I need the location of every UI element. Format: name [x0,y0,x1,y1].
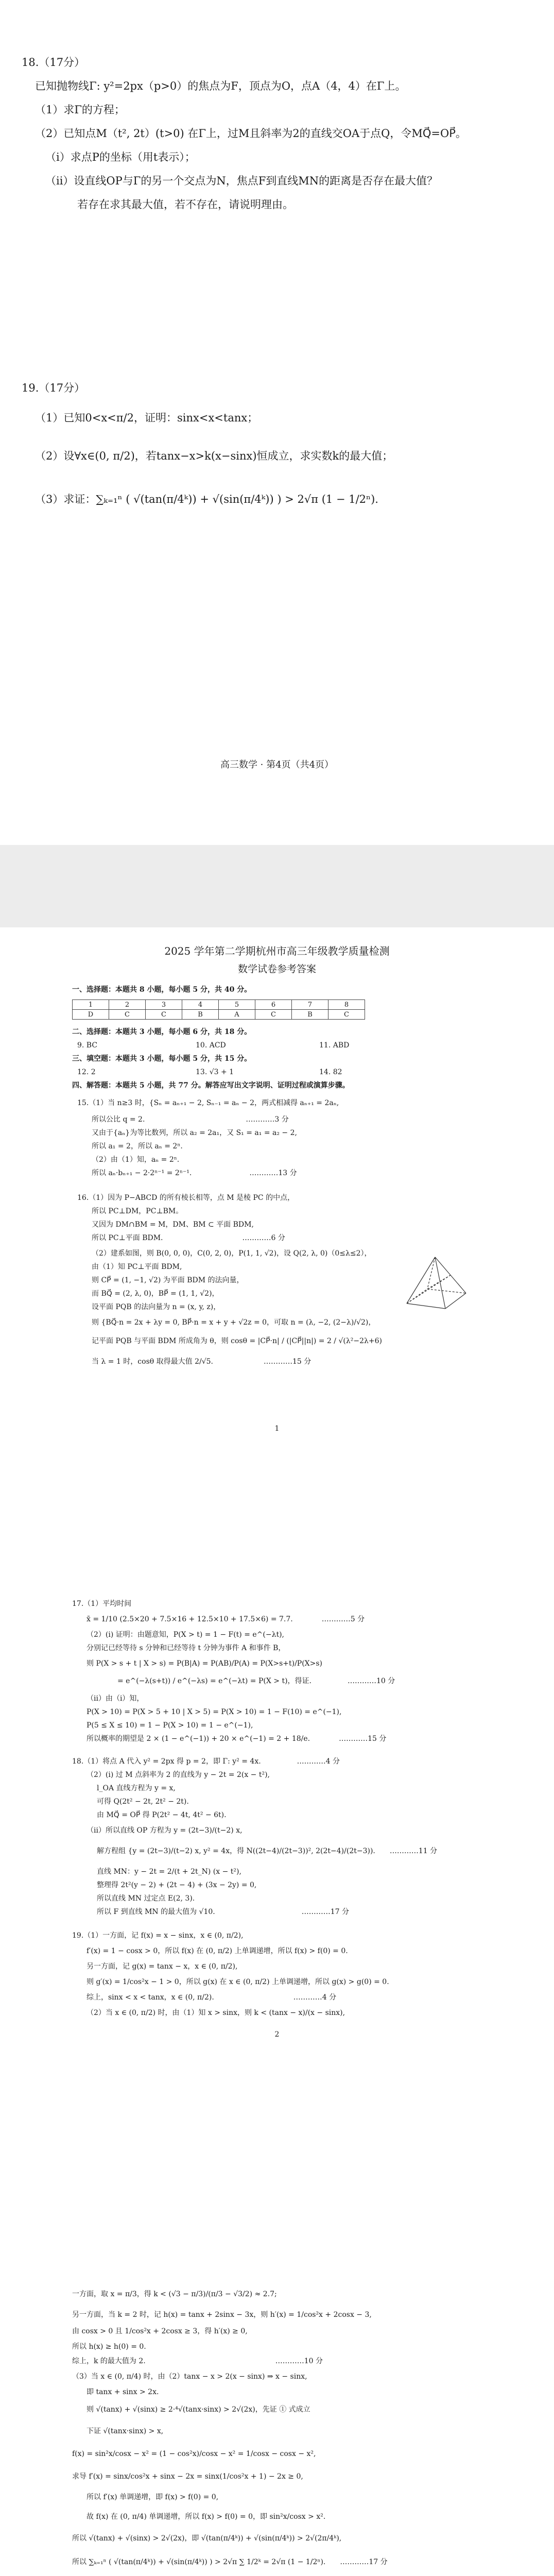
mc-num: 5 [219,1000,255,1010]
s19b-line: （3）当 x ∈ (0, π/4) 时，由（2）tanx − x > 2(x − sinx) ⇒ x − sinx, [72,2372,307,2381]
s18-line: 由 MQ⃗ = OP⃗ 得 P(2t² − 4t, 4t² − 6t). [97,1811,227,1819]
s19b-line: f(x) = sin²x/cosx − x² = (1 − cos²x)/cosx − x² = 1/cosx − cosx − x², [72,2450,316,2458]
section-2-heading: 二、选择题：本题共 3 小题，每小题 6 分，共 18 分。 [72,1028,252,1036]
s17-line: P(5 ≤ X ≤ 10) = 1 − P(X > 10) = 1 − e^(−1), [86,1721,253,1730]
s16-line: 而 BQ⃗ = (2, λ, 0)，BP⃗ = (1, 1, √2)， [92,1290,219,1298]
exam-footer: 高三数学 · 第4页（共4页） [220,759,334,770]
section-4-heading: 四、解答题：本题共 5 小题，共 77 分。解答应写出文字说明、证明过程或演算步骤。 [72,1081,350,1090]
mc-answer: D [73,1010,109,1020]
multi-answer-9: 9. BC [77,1041,98,1049]
s19-line: f′(x) = 1 − cosx > 0，所以 f(x) 在 (0, π/2) 上单调递增，所以 f(x) > f(0) = 0. [86,1947,348,1955]
mc-answer: B [292,1010,328,1020]
mc-number-row [73,1000,365,1010]
s19b-line: 一方面，取 x = π/3，得 k < (√3 − π/3)/(π/3 − √3/2) ≈ 2.7; [72,2290,277,2298]
s17-line: 17.（1）平均时间 [72,1600,132,1608]
s19b-line: 综上，k 的最大值为 2. …………10 分 [72,2357,323,2365]
s19b-line: 所以 h(x) ≥ h(0) = 0. [72,2343,146,2351]
s18-line: 所以直线 MN 过定点 E(2, 3). [97,1894,195,1903]
s15-line: 15.（1）当 n≥3 时，{Sₙ = aₙ₊₁ − 2, Sₙ₋₁ = aₙ − 2，两式相减得 aₙ₊₁ = 2aₙ, [77,1099,339,1107]
s17-line: P(X > 10) = P(X > 5 + 10 | X > 5) = P(X > 10) = 1 − F(10) = e^(−1), [86,1708,342,1716]
s18-line: （2）(i) 过 M 点斜率为 2 的直线为 y − 2t = 2(x − t²), [86,1771,270,1779]
s17-line: （2）(i) 证明：由题意知，P(X > t) = 1 − F(t) = e^(−λt), [86,1631,285,1639]
fill-answer-14: 14. 82 [319,1068,342,1076]
q18-part1: （1）求Γ的方程； [35,104,125,116]
mc-answer: A [219,1010,255,1020]
pyramid-edge [407,1257,435,1303]
s15-line: 所以 a₁ = 2，所以 aₙ = 2ⁿ. [92,1142,183,1150]
q19-part1: （1）已知0<x<π/2，证明：sinx<x<tanx； [35,412,258,424]
mc-num: 6 [255,1000,292,1010]
s17-line: = e^(−λ(s+t)) / e^(−λs) = e^(−λt) = P(X > t)，得证. …………10 分 [117,1677,395,1685]
q19-head: 19.（17分） [22,382,85,394]
s17-line: 所以概率的期望是 2 × (1 − e^(−1)) + 20 × e^(−1) = 2 + 18/e. …………15 分 [86,1735,387,1743]
s15-line: 所以 aₙ·bₙ₊₁ − 2·2ⁿ⁻¹ = 2ⁿ⁻¹. …………13 分 [92,1169,297,1177]
s18-line: 直线 MN：y − 2t = 2/(t + 2t_N) (x − t²), [97,1868,241,1876]
s16-line: 当 λ = 1 时，cosθ 取得最大值 2/√5. …………15 分 [92,1358,311,1366]
mc-num: 7 [292,1000,328,1010]
multi-answer-11: 11. ABD [319,1041,350,1049]
mc-answer: B [182,1010,219,1020]
s18-line: 所以 F 到直线 MN 的最大值为 √10. …………17 分 [97,1908,349,1916]
page-gap [0,845,554,927]
s18-line: 整理得 2t²(y − 2) + (2t − 4) + (3x − 2y) = 0, [97,1881,257,1889]
pyramid-figure [396,1252,474,1319]
q18-head: 18.（17分） [22,56,85,69]
s16-line: （2）建系如图，则 B(0, 0, 0)，C(0, 2, 0)，P(1, 1, √2)，设 Q(2, λ, 0)（0≤λ≤2）， [92,1249,372,1258]
s16-line: 则 CP⃗ = (1, −1, √2) 为平面 BDM 的法向量， [92,1276,244,1284]
answer-page-1-number: 1 [274,1425,280,1433]
s19-line: 综上，sinx < x < tanx，x ∈ (0, π/2). …………4 分 [86,1993,337,2002]
q18-part2: （2）已知点M（t², 2t）(t>0) 在Γ上，过M且斜率为2的直线交OA于点Q，令MQ⃗=OP⃗。 [35,127,466,140]
s19b-line: 故 f(x) 在 (0, π/4) 单调递增，所以 f(x) > f(0) = 0，即 sin²x/cosx > x². [86,2513,326,2521]
mc-answer-table [72,999,365,1020]
s16-line: 所以 PC⊥DM，PC⊥BM。 [92,1207,183,1215]
mc-num: 3 [146,1000,182,1010]
fill-answer-13: 13. √3 + 1 [196,1068,234,1076]
s18-line: l_OA 直线方程为 y = x, [97,1784,176,1792]
s16-line: 又因为 DM∩BM = M，DM、BM ⊂ 平面 BDM, [92,1221,254,1229]
s17-line: x̄ = 1/10 (2.5×20 + 7.5×16 + 12.5×10 + 17.5×6) = 7.7. …………5 分 [86,1615,365,1623]
s19b-line: 下证 √(tanx·sinx) > x, [86,2427,164,2435]
s16-line: 16.（1）因为 P−ABCD 的所有棱长相等，点 M 是棱 PC 的中点， [77,1194,295,1202]
s18-line: 可得 Q(2t² − 2t, 2t² − 2t). [97,1798,189,1806]
mc-answer-row [73,1010,365,1020]
s16-line: 则 {BQ⃗·n = 2x + λy = 0, BP⃗·n = x + y + √2z = 0，可取 n = (λ, −2, (2−λ)/√2)， [92,1318,376,1327]
q18-part2-ii: （ii）设直线OP与Γ的另一个交点为N，焦点F到直线MN的距离是否存在最大值？ [45,175,438,187]
q19-part3: （3）求证：∑ₖ₌₁ⁿ ( √(tan(π/4ᵏ)) + √(sin(π/4ᵏ)) ) > 2√π (1 − 1/2ⁿ). [35,493,378,505]
s16-line: 设平面 PQB 的法向量为 n = (x, y, z)， [92,1303,221,1311]
section-3-heading: 三、填空题：本题共 3 小题，每小题 5 分，共 15 分。 [72,1055,252,1063]
s15-line: 又由于{aₙ}为等比数列，所以 a₂ = 2a₁，又 S₁ = a₁ = a₂ − 2, [92,1129,297,1137]
s16-line: 记平面 PQB 与平面 BDM 所成角为 θ，则 cosθ = |CP⃗·n| / (|CP⃗||n|) = 2 / √(λ²−2λ+6) [92,1337,382,1345]
mc-answer: C [328,1010,365,1020]
s15-line: （2）由（1）知，aₙ = 2ⁿ. [92,1156,180,1164]
mc-answer: C [146,1010,182,1020]
q18-part2-ii-cont: 若存在求其最大值，若不存在，请说明理由。 [77,198,293,211]
mc-num: 4 [182,1000,219,1010]
s19b-line: 由 cosx > 0 且 1/cos²x + 2cosx ≥ 3，得 h′(x) ≥ 0, [72,2327,248,2335]
mc-num: 8 [328,1000,365,1010]
s18-line: 18.（1）将点 A 代入 y² = 2px 得 p = 2，即 Γ: y² = 4x. …………4 分 [72,1757,340,1766]
q18-stem: 已知抛物线Γ: y²=2px（p>0）的焦点为F，顶点为O，点A（4，4）在Γ上。 [35,80,406,92]
s19-line: （2）当 x ∈ (0, π/2) 时，由（1）知 x > sinx，则 k < (tanx − x)/(x − sinx), [86,2009,345,2017]
s16-line: 所以 PC⊥平面 BDM. …………6 分 [92,1234,285,1242]
pyramid-edge [427,1257,435,1289]
fill-answer-12: 12. 2 [77,1068,96,1076]
section-1-heading: 一、选择题：本题共 8 小题，每小题 5 分，共 40 分。 [72,986,252,994]
s19-line: 19.（1）一方面，记 f(x) = x − sinx，x ∈ (0, π/2), [72,1931,244,1940]
s19b-line: 求导 f′(x) = sinx/cos²x + sinx − 2x = sinx(1/cos²x + 1) − 2x ≥ 0, [72,2472,303,2481]
s19b-line: 另一方面，当 k = 2 时，记 h(x) = tanx + 2sinx − 3x，则 h′(x) = 1/cos²x + 2cosx − 3, [72,2311,372,2319]
pyramid-edge [445,1293,466,1309]
mc-num: 2 [109,1000,146,1010]
s19b-line: 所以 √(tanx) + √(sinx) > 2√(2x)，即 √(tan(π/4ᵏ)) + √(sin(π/4ᵏ)) > 2√(2π/4ᵏ), [72,2534,342,2543]
pyramid-edge [407,1303,445,1309]
s19b-line: 所以 f′(x) 单调递增，即 f(x) > f(0) = 0, [86,2493,219,2501]
answer-page-2-number: 2 [274,2030,280,2039]
q18-part2-i: （i）求点P的坐标（用t表示）； [45,151,196,163]
s19-line: 另一方面，记 g(x) = tanx − x，x ∈ (0, π/2), [86,1962,238,1971]
s17-line: 则 P(X > s + t | X > s) = P(B|A) = P(AB)/P(A) = P(X>s+t)/P(X>s) [86,1659,323,1668]
s19-line: 则 g′(x) = 1/cos²x − 1 > 0，所以 g(x) 在 x ∈ (0, π/2) 上单调递增，所以 g(x) > g(0) = 0. [86,1978,389,1986]
mc-num: 1 [73,1000,109,1010]
s18-line: 解方程组 {y = (2t−3)/(t−2) x, y² = 4x，得 N((2t−4)/(2t−3))², 2(2t−4)/(2t−3)). …………11 分 [97,1847,438,1855]
s16-line: 由（1）知 PC⊥平面 BDM, [92,1263,182,1271]
mc-answer: C [255,1010,292,1020]
s19b-line: 所以 ∑ₖ₌₁ⁿ ( √(tan(π/4ᵏ)) + √(sin(π/4ᵏ)) ) > 2√π ∑ 1/2ᵏ = 2√π (1 − 1/2ⁿ). …………17 分 [72,2558,388,2566]
s17-line: 分别记已经等待 s 分钟和已经等待 t 分钟为事件 A 和事件 B， [86,1644,286,1652]
s18-line: （ii）所以直线 OP 方程为 y = (2t−3)/(t−2) x, [86,1826,243,1835]
s17-line: （ii）由（i）知， [86,1694,144,1703]
s15-line: 所以公比 q = 2. …………3 分 [92,1115,289,1124]
s19b-line: 即 tanx + sinx > 2x. [86,2388,159,2396]
answer-subtitle: 数学试卷参考答案 [237,963,316,975]
q19-part2: （2）设∀x∈(0, π/2)，若tanx−x>k(x−sinx)恒成立，求实数k的最大值； [35,450,393,462]
answer-title: 2025 学年第二学期杭州市高三年级教学质量检测 [164,945,390,957]
pyramid-edge [435,1257,445,1309]
s19b-line: 则 √(tanx) + √(sinx) ≥ 2·⁴√(tanx·sinx) > 2√(2x)，先证 ① 式成立 [86,2405,310,2414]
mc-answer: C [109,1010,146,1020]
multi-answer-10: 10. ACD [196,1041,226,1049]
pyramid-edge [427,1289,466,1293]
